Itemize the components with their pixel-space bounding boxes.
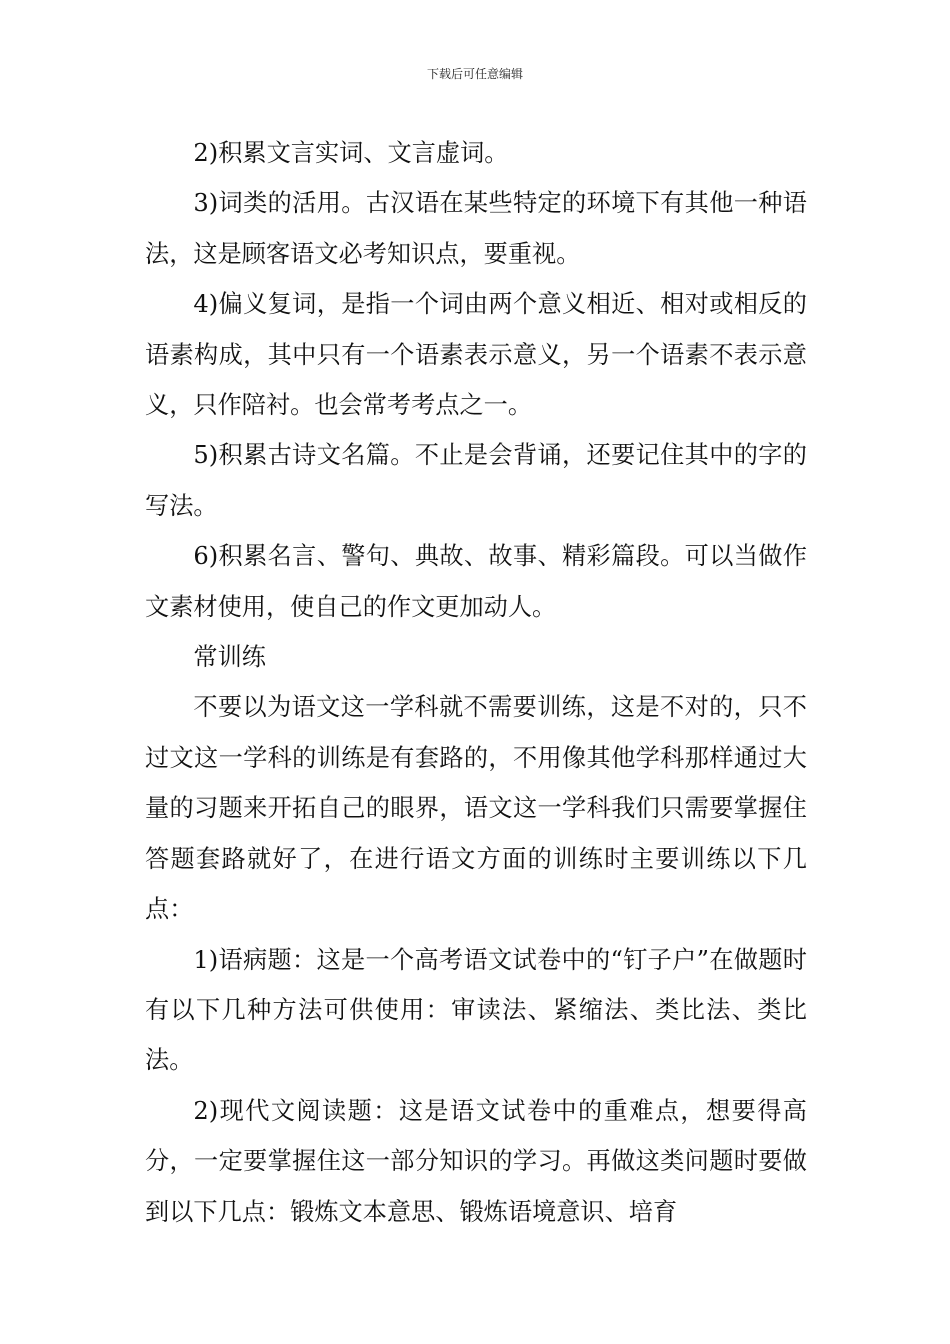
document-body (145, 128, 807, 1237)
paragraph-modern-reading: 2)现代文阅读题：这是语文试卷中的重难点，想要得高分，一定要掌握住这一部分知识的学习。再做这类问题时要做到以下几点：锻炼文本意思、锻炼语境意识、培育 (145, 1096, 807, 1226)
section-heading-training: 常训练 (193, 643, 266, 672)
paragraph-partial-compound: 4)偏义复词，是指一个词由两个意义相近、相对或相反的语素构成，其中只有一个语素表示意义，另一个语素不表示意义，只作陪衬。也会常考考点之一。 (145, 290, 807, 420)
paragraph-grammar-errors: 1)语病题：这是一个高考语文试卷中的“钉子户”在做题时有以下几种方法可供使用：审读法、紧缩法、类比法、类比法。 (145, 945, 807, 1075)
paragraph-word-class-usage: 3)词类的活用。古汉语在某些特定的环境下有其他一种语法，这是顾客语文必考知识点，要重视。 (145, 189, 807, 268)
paragraph-accumulate-words: 2)积累文言实词、文言虚词。 (193, 139, 509, 167)
paragraph-quotes-stories: 6)积累名言、警句、典故、故事、精彩篇段。可以当做作文素材使用，使自己的作文更加动人。 (145, 542, 807, 621)
paragraph-training-intro: 不要以为语文这一学科就不需要训练，这是不对的，只不过文这一学科的训练是有套路的，不用像其他学科那样通过大量的习题来开拓自己的眼界，语文这一学科我们只需要掌握住答题套路就好了，在进行语文方面的训练时主要训练以下几点： (145, 693, 807, 924)
paragraph-classic-poems: 5)积累古诗文名篇。不止是会背诵，还要记住其中的字的写法。 (145, 441, 807, 520)
page-header: 下载后可任意编辑 (426, 67, 523, 81)
